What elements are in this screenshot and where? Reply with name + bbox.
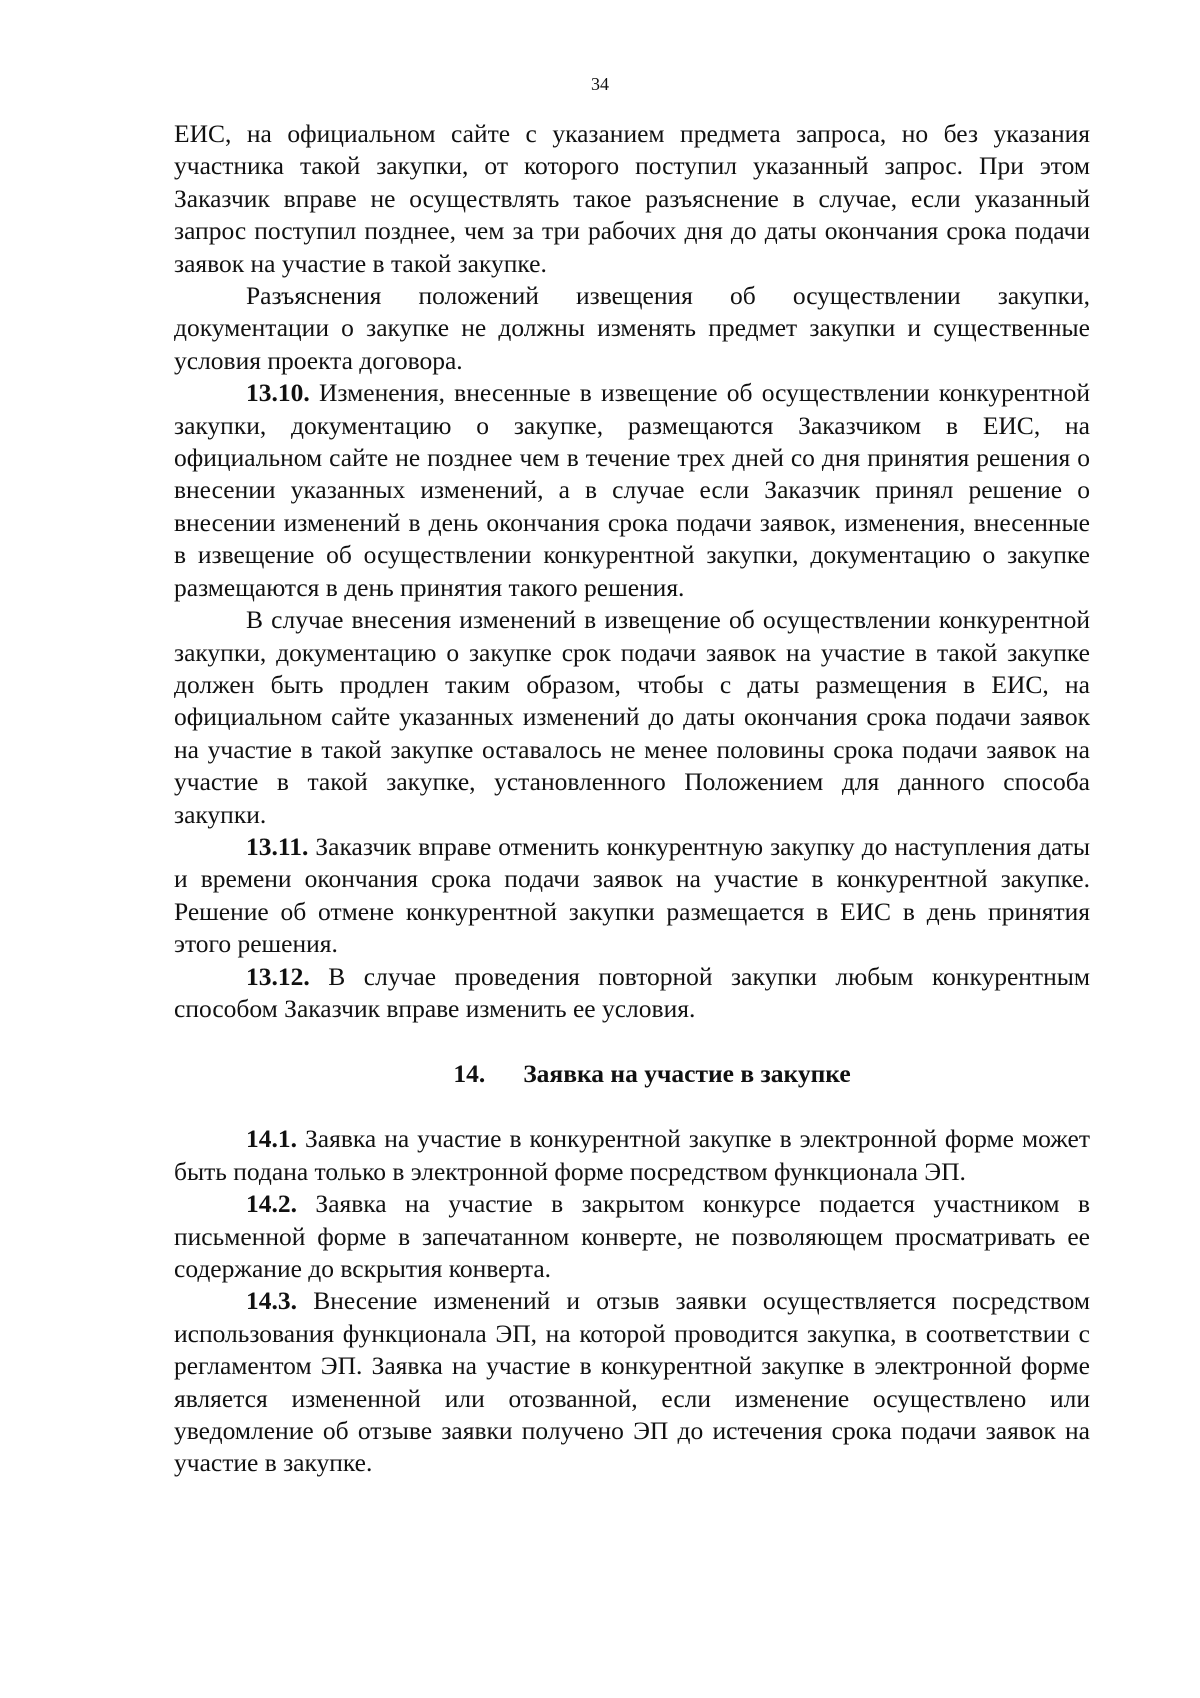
clause-text: Внесение изменений и отзыв заявки осуществляется посредством использования функционала ЭП, на которой проводится закупка, в соответствии с регламентом ЭП. Заявка на участие в конкурентной закупке в электронной форме является измененной или отозванной, если изменение осуществлено или уведомление об отзыве заявки получено ЭП до истечения срока подачи заявок на участие в закупке.: [174, 1286, 1091, 1478]
clause-14-3: [174, 1285, 1090, 1479]
clause-14-1: [174, 1123, 1090, 1188]
clause-number: 14.1.: [246, 1124, 297, 1154]
section-heading: [174, 1058, 1090, 1090]
clause-13-12: [174, 961, 1090, 1026]
section-number: 14.: [453, 1059, 486, 1089]
clause-number: 14.3.: [246, 1286, 297, 1316]
document-body: [174, 118, 1090, 1480]
paragraph: [174, 604, 1090, 831]
clause-text: Заявка на участие в закрытом конкурсе подается участником в письменной форме в запечатанном конверте, не позволяющем просматривать ее содержание до вскрытия конверта.: [174, 1189, 1091, 1283]
clause-13-11: [174, 831, 1090, 961]
clause-text: В случае проведения повторной закупки любым конкурентным способом Заказчик вправе изменить ее условия.: [174, 961, 1090, 1023]
paragraph-text: ЕИС, на официальном сайте с указанием предмета запроса, но без указания участника такой закупки, от которого поступил указанный запрос. При этом Заказчик вправе не осуществлять такое разъяснение в случае, если указанный запрос поступил позднее, чем за три рабочих дня до даты окончания срока подачи заявок на участие в такой закупке.: [174, 119, 1090, 278]
section-title: Заявка на участие в закупке: [523, 1059, 851, 1089]
clause-number: 13.10.: [246, 378, 310, 408]
page-number: 34: [591, 74, 609, 94]
paragraph: [174, 280, 1090, 377]
clause-13-10: [174, 377, 1090, 604]
clause-14-2: [174, 1188, 1090, 1285]
clause-text: Изменения, внесенные в извещение об осуществлении конкурентной закупки, документацию о закупке, размещаются Заказчиком в ЕИС, на официальном сайте не позднее чем в течение трех дней со дня принятия решения о внесении указанных изменений, а в случае если Заказчик принял решение о внесении изменений в день окончания срока подачи заявок, изменения, внесенные в извещение об осуществлении конкурентной закупки, документацию о закупке размещаются в день принятия такого решения.: [174, 378, 1091, 602]
clause-text: Заявка на участие в конкурентной закупке в электронной форме может быть подана только в электронной форме посредством функционала ЭП.: [174, 1124, 1091, 1186]
clause-text: Заказчик вправе отменить конкурентную закупку до наступления даты и времени окончания срока подачи заявок на участие в конкурентной закупке. Решение об отмене конкурентной закупки размещается в ЕИС в день принятия этого решения.: [174, 831, 1091, 959]
clause-number: 13.11.: [246, 831, 309, 861]
paragraph-text: Разъяснения положений извещения об осуществлении закупки, документации о закупке не должны изменять предмет закупки и существенные условия проекта договора.: [174, 281, 1090, 375]
clause-number: 14.2.: [246, 1189, 297, 1219]
clause-number: 13.12.: [246, 961, 310, 991]
paragraph-continuation: [174, 118, 1090, 280]
paragraph-text: В случае внесения изменений в извещение об осуществлении конкурентной закупки, документацию о закупке срок подачи заявок на участие в такой закупке должен быть продлен таким образом, чтобы с даты размещения в ЕИС, на официальном сайте указанных изменений до даты окончания срока подачи заявок на участие в такой закупке оставалось не менее половины срока подачи заявок на участие в такой закупке, установленного Положением для данного способа закупки.: [174, 605, 1090, 829]
